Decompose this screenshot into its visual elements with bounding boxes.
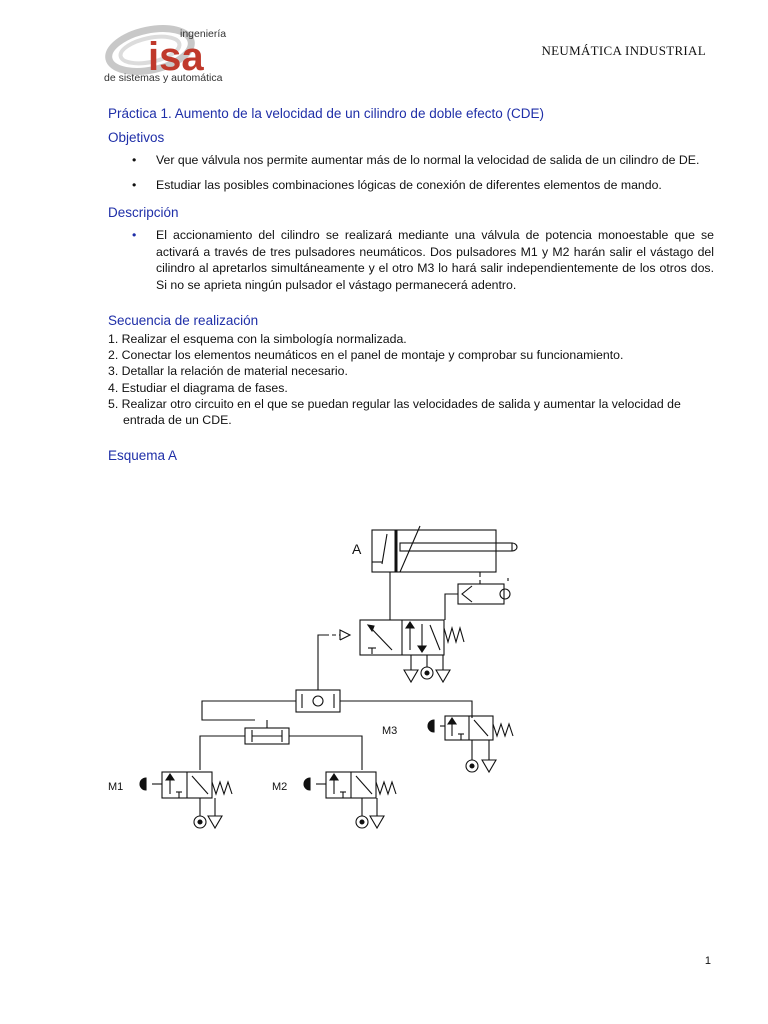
page-number: 1 xyxy=(704,955,711,967)
list-item: 4. Estudiar el diagrama de fases. xyxy=(108,380,288,395)
cylinder-label: A xyxy=(352,541,362,557)
list-item: 2. Conectar los elementos neumáticos en el panel de montaje y comprobar su funcionamiento. xyxy=(108,348,624,363)
bullet: • xyxy=(132,228,137,242)
bullet: • xyxy=(132,177,137,192)
m3-push-button-valve xyxy=(382,716,513,740)
objectives-heading: Objetivos xyxy=(108,130,165,145)
list-item: 5. Realizar otro circuito en el que se puedan regular las velocidades de salida y aumentar la velocidad de entrada de un CDE. xyxy=(108,396,681,428)
m1-push-button-valve xyxy=(108,772,232,798)
list-item: 3. Detallar la relación de material necesario. xyxy=(108,364,348,379)
list-item: • El accionamiento del cilindro se realizará mediante una válvula de potencia monoestable que se activará a través de tres pulsadores neumáticos. Dos pulsadores M1 y M2 harán salir el vástago del cilindro al apretarlos simultáneamente y el otro M3 lo hará salir independientemente de los otros dos. Si no se aprieta ningún pulsador el vástago permanecerá adentro. xyxy=(132,228,714,292)
header-title: NEUMÁTICA INDUSTRIAL xyxy=(541,43,706,58)
list-item: • Estudiar las posibles combinaciones lógicas de conexión de diferentes elementos de mando. xyxy=(132,177,662,192)
document-body xyxy=(108,106,714,470)
m1-label: M1 xyxy=(108,781,124,793)
isa-logo xyxy=(104,24,244,86)
description-list xyxy=(108,227,714,293)
bullet: • xyxy=(132,153,137,167)
sequence-heading: Secuencia de realización xyxy=(108,313,259,328)
quick-exhaust-valve xyxy=(458,572,510,604)
logo-brand-text: isa xyxy=(148,35,204,79)
and-two-pressure-valve xyxy=(245,728,289,744)
logo-bottom-text: de sistemas y automática xyxy=(104,72,223,84)
practice-title: Práctica 1. Aumento de la velocidad de un cilindro de doble efecto (CDE) xyxy=(108,106,545,121)
pneumatic-schematic xyxy=(100,520,540,840)
sequence-list xyxy=(108,331,714,428)
m3-label: M3 xyxy=(382,725,398,737)
m2-label: M2 xyxy=(272,781,288,793)
description-heading: Descripción xyxy=(108,205,179,220)
list-item: 1. Realizar el esquema con la simbología normalizada. xyxy=(108,332,407,346)
double-acting-cylinder xyxy=(352,526,517,572)
list-item: • Ver que válvula nos permite aumentar más de lo normal la velocidad de salida de un cilindro de DE. xyxy=(132,153,700,167)
main-5-2-valve xyxy=(325,620,464,655)
m2-push-button-valve xyxy=(272,772,396,798)
schema-heading: Esquema A xyxy=(108,448,178,464)
or-shuttle-valve xyxy=(296,690,340,712)
objectives-list xyxy=(108,152,714,193)
logo-top-text: ingeniería xyxy=(180,28,227,40)
